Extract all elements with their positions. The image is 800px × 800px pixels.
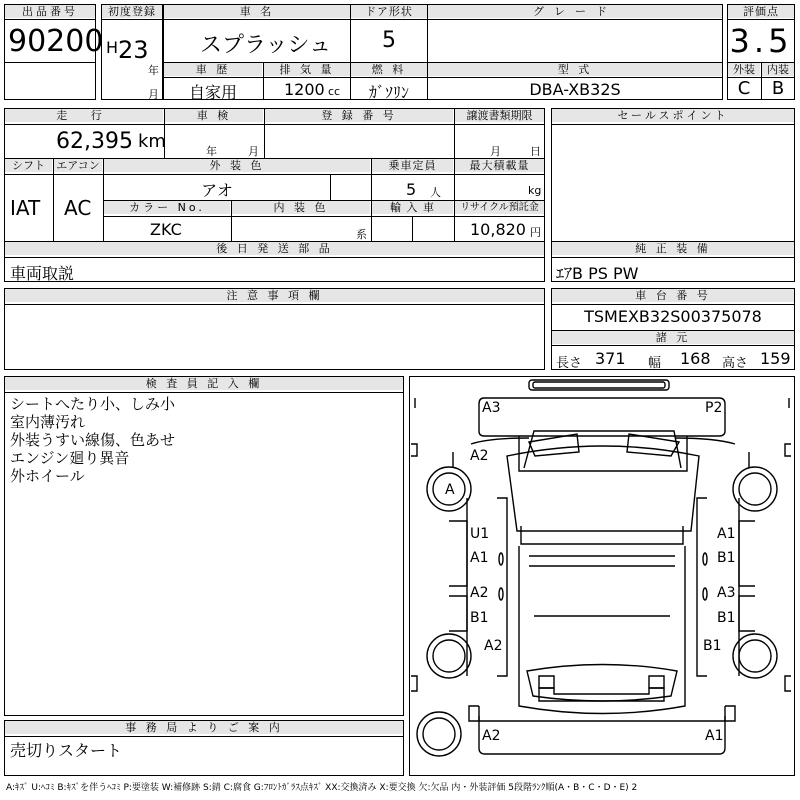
mark-p2-front-right: P2 — [705, 400, 723, 416]
mark-a2-left-rear-door: A2 — [470, 585, 489, 601]
first-reg-label: 初度登録 — [102, 5, 162, 18]
max-load-label: 最大積載量 — [455, 159, 544, 172]
int-color-suffix: 系 — [356, 228, 367, 241]
mark-a3-front-left: A3 — [482, 400, 501, 416]
exterior-grade: C — [737, 78, 751, 99]
equipment-label: 純 正 装 備 — [552, 242, 794, 255]
color-no-value: ZKC — [150, 220, 182, 239]
mark-b1-right-quarter: B1 — [703, 638, 722, 654]
ext-color-label: 外 装 色 — [104, 159, 370, 172]
inspector-line: 外装うすい線傷、色あせ — [10, 431, 176, 449]
ext-color-value: アオ — [201, 181, 233, 200]
height-value: 159 — [760, 349, 791, 368]
reg-year: 23 — [118, 36, 149, 64]
mark-a1-rear-bumper: A1 — [705, 728, 724, 744]
mileage-unit: km — [138, 131, 166, 152]
mileage-label: 走 行 — [5, 109, 163, 122]
inspector-line: 外ホイール — [10, 467, 85, 485]
mark-b1-right-rear-door: B1 — [717, 610, 736, 626]
fuel-label: 燃 料 — [351, 63, 427, 76]
car-name-label: 車 名 — [164, 5, 350, 18]
width-value: 168 — [680, 349, 711, 368]
interior-grade: B — [771, 78, 785, 99]
office-value: 売切りスタート — [10, 741, 123, 760]
later-parts-label: 後 日 発 送 部 品 — [5, 242, 544, 255]
transfer-day-unit: 日 — [530, 145, 541, 158]
notes-label: 注 意 事 項 欄 — [5, 289, 544, 302]
door-count: 5 — [382, 28, 396, 53]
rating-value: 3.5 — [729, 22, 793, 60]
grade-label: グレード — [428, 5, 722, 18]
era-prefix: H — [106, 38, 119, 57]
history-value: 自家用 — [188, 83, 237, 102]
mark-u1: U1 — [470, 526, 490, 542]
displacement-value: 1200 — [284, 80, 325, 99]
fuel-value: ｶﾞｿﾘﾝ — [368, 83, 409, 102]
capacity-value: 5 — [406, 180, 417, 199]
color-no-label: カラー No. — [104, 201, 230, 214]
history-label: 車 歴 — [164, 63, 262, 76]
shift-label: シフト — [5, 159, 52, 172]
year-unit: 年 — [148, 64, 159, 77]
inspector-notes — [10, 395, 175, 485]
month-unit: 月 — [148, 88, 159, 101]
specs-label: 諸 元 — [552, 331, 794, 344]
interior-label: 内装 — [762, 63, 794, 76]
mark-a3-right-rear-door: A3 — [717, 585, 736, 601]
lot-number: 90200 — [8, 24, 104, 59]
height-label: 高さ — [722, 356, 749, 371]
capacity-label: 乗車定員 — [372, 159, 453, 172]
length-value: 371 — [595, 349, 626, 368]
mark-b1-right-door: B1 — [717, 550, 736, 566]
mark-a1-left-door: A1 — [470, 550, 489, 566]
chassis-number: TSMEXB32S00375078 — [584, 307, 762, 326]
mileage-value: 62,395 — [56, 129, 133, 154]
reg-no-label: 登 録 番 号 — [265, 109, 453, 122]
model-code-value: DBA-XB32S — [529, 80, 621, 99]
legend-footer: A:ｷｽﾞ U:ﾍｺﾐ B:ｷｽﾞを伴うﾍｺﾐ P:要塗装 W:補修跡 S:錆 C:腐食 G:ﾌﾛﾝﾄｶﾞﾗｽ点ｷｽﾞ XX:交換済み X:要交換 欠:欠品 内・外装評価 5段階ﾗﾝｸ順(A・B・C・D・E) 2 — [6, 783, 638, 793]
door-label: ドア形状 — [351, 5, 427, 18]
lot-number-label: 出品番号 — [5, 5, 95, 18]
sales-point-label: セールスポイント — [552, 109, 794, 122]
equipment-value: ｴｱB PS PW — [556, 264, 639, 283]
car-diagram — [409, 376, 795, 776]
recycle-value: 10,820 — [470, 220, 526, 239]
rating-label: 評価点 — [728, 5, 794, 18]
length-label: 長さ — [556, 356, 583, 371]
model-code-label: 型 式 — [428, 63, 722, 76]
transfer-label: 譲渡書類期限 — [455, 109, 544, 122]
displacement-label: 排 気 量 — [264, 63, 350, 76]
car-name: スプラッシュ — [200, 33, 332, 58]
mark-a2-rear-bumper: A2 — [482, 728, 501, 744]
office-label: 事 務 局 よ り ご 案 内 — [5, 721, 403, 734]
insp-year-unit: 年 — [206, 145, 217, 158]
exterior-label: 外装 — [728, 63, 760, 76]
mark-a1-right-door: A1 — [717, 526, 736, 542]
mark-a2-fender: A2 — [470, 448, 489, 464]
transfer-month-unit: 月 — [490, 145, 501, 158]
inspection-label: 車 検 — [165, 109, 263, 122]
inspector-line: エンジン廻り異音 — [10, 449, 130, 467]
width-label: 幅 — [648, 356, 662, 371]
inspector-line: 室内薄汚れ — [10, 413, 86, 431]
inspector-label: 検 査 員 記 入 欄 — [5, 377, 403, 390]
aircon-label: エアコン — [54, 159, 102, 172]
sales-point-box — [551, 108, 795, 242]
recycle-unit: 円 — [530, 226, 541, 239]
mark-b1-left-rear-door: B1 — [470, 610, 489, 626]
mark-a2-left-quarter: A2 — [484, 638, 503, 654]
displacement-unit: cc — [328, 85, 341, 98]
later-parts-value: 車両取説 — [10, 264, 75, 283]
inspector-line: シートへたり小、しみ小 — [10, 395, 176, 413]
capacity-unit: 人 — [430, 186, 441, 199]
int-color-label: 内 装 色 — [232, 201, 370, 214]
shift-value: IAT — [10, 196, 41, 220]
insp-month-unit: 月 — [248, 145, 259, 158]
aircon-value: AC — [64, 196, 92, 220]
import-label: 輸 入 車 — [372, 201, 453, 214]
recycle-label: リサイクル預託金 — [455, 201, 544, 214]
max-load-unit: kg — [528, 184, 542, 197]
mark-a-wheel: A — [445, 482, 455, 498]
chassis-label: 車 台 番 号 — [552, 289, 794, 302]
